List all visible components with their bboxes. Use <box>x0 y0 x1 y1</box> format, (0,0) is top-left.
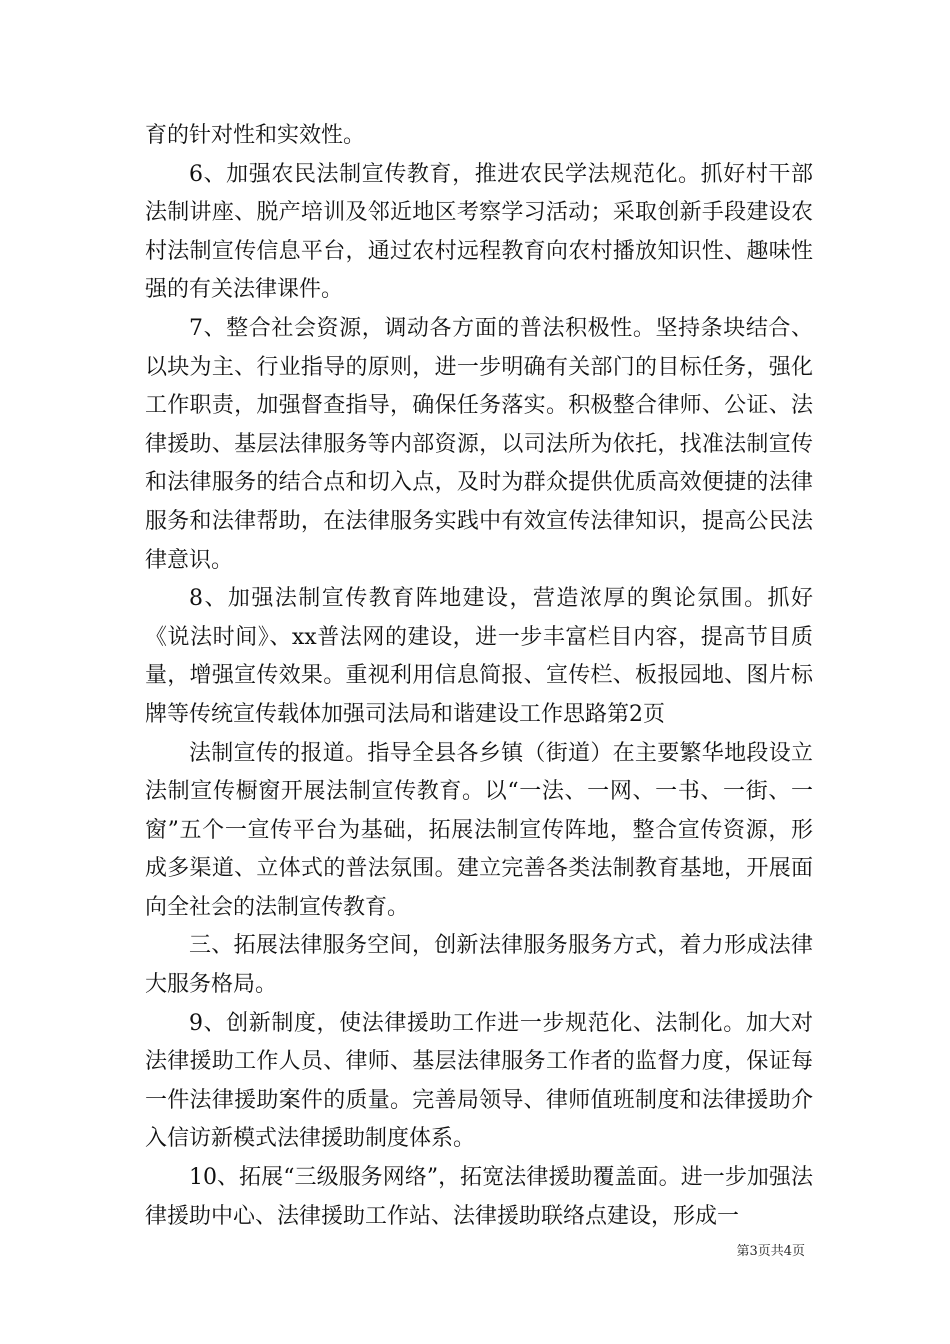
paragraph-item-8: 8、加强法制宣传教育阵地建设，营造浓厚的舆论氛围。抓好《说法时间》、xx普法网的建设，进一步丰富栏目内容，提高节目质量，增强宣传效果。重视利用信息简报、宣传栏、板报园地、图片标牌等传统宣传载体加强司法局和谐建设工作思路第2页 <box>145 586 813 727</box>
paragraph-continuation: 育的针对性和实效性。 <box>145 123 366 148</box>
paragraph-item-9: 9、创新制度，使法律援助工作进一步规范化、法制化。加大对法律援助工作人员、律师、基层法律服务工作者的监督力度，保证每一件法律援助案件的质量。完善局领导、律师值班制度和法律援助介入信访新模式法律援助制度体系。 <box>145 1010 813 1152</box>
paragraph-item-7: 7、整合社会资源，调动各方面的普法积极性。坚持条块结合、以块为主、行业指导的原则，进一步明确有关部门的目标任务，强化工作职责，加强督查指导，确保任务落实。积极整合律师、公证、法律援助、基层法律服务等内部资源，以司法所为依托，找准法制宣传和法律服务的结合点和切入点，及时为群众提供优质高效便捷的法律服务和法律帮助，在法律服务实践中有效宣传法律知识，提高公民法律意识。 <box>145 315 813 573</box>
document-body <box>145 117 813 1236</box>
paragraph-item-8-continued: 法制宣传的报道。指导全县各乡镇（街道）在主要繁华地段设立法制宣传橱窗开展法制宣传教育。以“一法、一网、一书、一街、一窗”五个一宣传平台为基础，拓展法制宣传阵地，整合宣传资源，形成多渠道、立体式的普法氛围。建立完善各类法制教育基地，开展面向全社会的法制宣传教育。 <box>145 740 813 920</box>
paragraph-item-6: 6、加强农民法制宣传教育，推进农民学法规范化。抓好村干部法制讲座、脱产培训及邻近地区考察学习活动；采取创新手段建设农村法制宣传信息平台，通过农村远程教育向农村播放知识性、趣味性强的有关法律课件。 <box>145 161 813 303</box>
section-heading-3: 三、拓展法律服务空间，创新法律服务服务方式，着力形成法律大服务格局。 <box>145 933 813 998</box>
page-number-footer: 第3页共4页 <box>736 1244 805 1259</box>
paragraph-item-10: 10、拓展“三级服务网络”，拓宽法律援助覆盖面。进一步加强法律援助中心、法律援助工作站、法律援助联络点建设，形成一 <box>145 1165 813 1229</box>
